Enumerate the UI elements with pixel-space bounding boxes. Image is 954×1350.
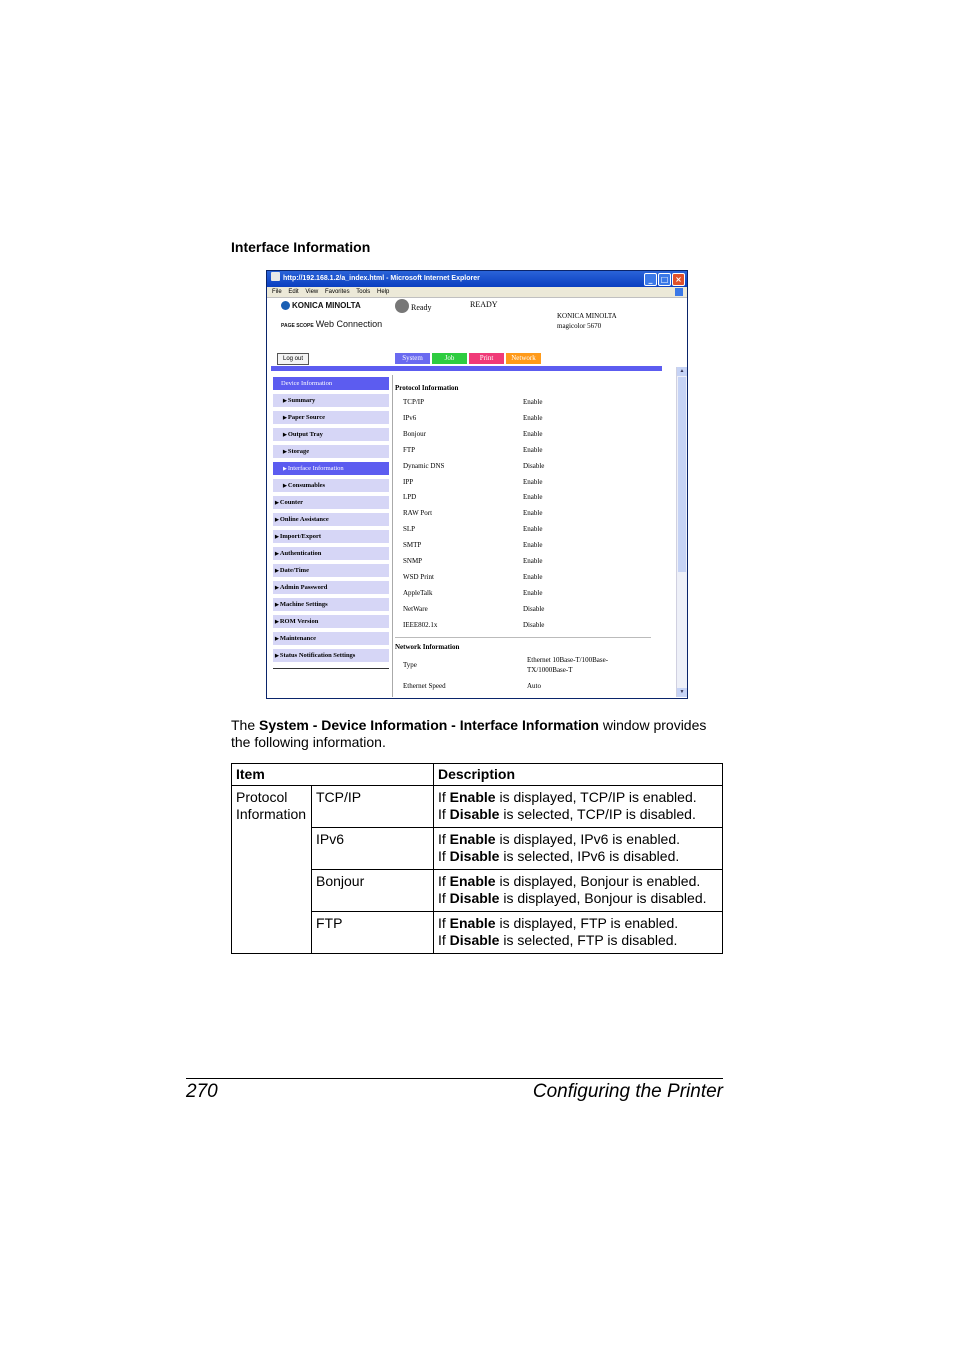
sidebar-item-counter[interactable]: ▶Counter [273, 496, 389, 509]
sidebar-item-machine-settings[interactable]: ▶Machine Settings [273, 598, 389, 611]
protocol-value: Enable [523, 525, 543, 534]
sidebar-item-maintenance[interactable]: ▶Maintenance [273, 632, 389, 645]
protocol-value: Enable [523, 398, 543, 406]
protocol-name: SNMP [403, 557, 423, 565]
protocol-name: TCP/IP [403, 398, 425, 406]
arrow-right-icon: ▶ [275, 637, 279, 642]
sidebar-item-import-export[interactable]: ▶Import/Export [273, 530, 389, 543]
protocol-value: Enable [523, 509, 543, 518]
konica-minolta-logo: KONICA MINOLTA [281, 301, 361, 310]
arrow-right-icon: ▶ [275, 518, 279, 523]
arrow-right-icon: ▶ [275, 586, 279, 591]
windows-flag-icon [675, 288, 683, 296]
sidebar-item-consumables[interactable]: ▶Consumables [273, 479, 389, 492]
network-type-value-line2: TX/1000Base-T [527, 666, 573, 674]
footer-rule [186, 1078, 723, 1079]
sidebar-item-storage[interactable]: ▶Storage [273, 445, 389, 458]
menu-tools[interactable]: Tools [356, 289, 371, 295]
model-name: magicolor 5670 [557, 322, 602, 330]
protocol-value: Enable [523, 413, 543, 422]
description-cell: If Enable is displayed, IPv6 is enabled. If Disable is selected, IPv6 is disabled. [434, 828, 723, 870]
protocol-name: NetWare [403, 604, 428, 613]
header-description: Description [434, 764, 723, 786]
protocol-name: IEEE802.1x [403, 620, 438, 629]
description-cell: If Enable is displayed, TCP/IP is enabled. If Disable is selected, TCP/IP is disabled. [434, 786, 723, 828]
ethernet-speed-label: Ethernet Speed [403, 682, 446, 690]
browser-window-screenshot [266, 270, 688, 699]
header-item: Item [232, 764, 434, 786]
page-number: 270 [186, 1081, 218, 1102]
item-cell: IPv6 [312, 828, 434, 870]
protocol-value: Enable [523, 557, 543, 565]
protocol-value: Enable [523, 588, 543, 597]
protocol-name: FTP [403, 445, 416, 454]
protocol-value: Enable [523, 477, 543, 486]
menu-file[interactable]: File [272, 289, 282, 295]
sidebar-item-status-notification-settings[interactable]: ▶Status Notification Settings [273, 649, 389, 662]
main-tabs [395, 353, 541, 364]
protocol-value: Enable [523, 493, 543, 502]
scroll-thumb[interactable] [678, 377, 686, 572]
section-separator [395, 637, 651, 638]
group-cell: Protocol Information [232, 786, 312, 954]
arrow-right-icon: ▶ [275, 654, 279, 659]
description-cell: If Enable is displayed, Bonjour is enabled. If Disable is displayed, Bonjour is disabled. [434, 870, 723, 912]
protocol-name: LPD [403, 493, 417, 502]
tab-system[interactable]: System [395, 353, 430, 364]
web-connection-logo: PAGE SCOPE Web Connection [281, 319, 383, 329]
item-cell: Bonjour [312, 870, 434, 912]
protocol-name: Dynamic DNS [403, 461, 445, 470]
sidebar-item-summary[interactable]: ▶Summary [273, 394, 389, 407]
description-cell: If Enable is displayed, FTP is enabled. If Disable is selected, FTP is disabled. [434, 912, 723, 954]
protocol-value: Disable [523, 620, 545, 629]
sidebar-bottom-line [273, 668, 389, 669]
chapter-title: Configuring the Printer [532, 1081, 723, 1102]
arrow-right-icon: ▶ [283, 467, 287, 472]
printer-status-icon [395, 299, 409, 313]
arrow-right-icon: ▶ [275, 569, 279, 574]
protocol-value: Disable [523, 604, 545, 613]
protocol-information-heading: Protocol Information [395, 384, 459, 392]
sidebar-item-device-information[interactable]: Device Information [273, 377, 389, 390]
browser-title-bar [267, 271, 687, 287]
arrow-right-icon: ▶ [283, 399, 287, 404]
network-type-value-line1: Ethernet 10Base-T/100Base- [527, 656, 609, 664]
tab-job[interactable]: Job [432, 353, 467, 364]
menu-favorites[interactable]: Favorites [324, 289, 350, 295]
arrow-right-icon: ▶ [275, 552, 279, 557]
intro-paragraph: The System - Device Information - Interface Information window provides the following information. [231, 717, 707, 750]
arrow-right-icon: ▶ [275, 501, 279, 506]
table-row [232, 786, 723, 828]
protocol-value: Enable [523, 541, 543, 550]
status-text: READY [470, 300, 498, 309]
scroll-up-icon[interactable]: ▲ [677, 367, 687, 376]
vertical-scrollbar[interactable] [676, 367, 687, 697]
network-information-heading: Network Information [395, 643, 460, 651]
sidebar-item-online-assistance[interactable]: ▶Online Assistance [273, 513, 389, 526]
sidebar-item-paper-source[interactable]: ▶Paper Source [273, 411, 389, 424]
sidebar-item-date-time[interactable]: ▶Date/Time [273, 564, 389, 577]
arrow-right-icon: ▶ [283, 450, 287, 455]
arrow-right-icon: ▶ [275, 603, 279, 608]
table-header-row [232, 764, 723, 786]
sidebar-item-output-tray[interactable]: ▶Output Tray [273, 428, 389, 441]
protocol-name: WSD Print [403, 572, 434, 581]
sidebar-item-authentication[interactable]: ▶Authentication [273, 547, 389, 560]
konica-globe-icon [281, 301, 290, 310]
scroll-down-icon[interactable]: ▼ [677, 688, 687, 697]
menu-help[interactable]: Help [376, 289, 390, 295]
arrow-right-icon: ▶ [275, 535, 279, 540]
protocol-value: Enable [523, 572, 543, 581]
arrow-right-icon: ▶ [283, 433, 287, 438]
maximize-icon[interactable]: □ [658, 273, 671, 286]
arrow-right-icon: ▶ [283, 416, 287, 421]
header-divider-bar [271, 366, 662, 371]
protocol-name: IPv6 [403, 413, 417, 422]
protocol-name: Bonjour [403, 429, 426, 438]
arrow-right-icon: ▶ [275, 620, 279, 625]
sidebar-nav [273, 377, 389, 666]
ie-icon [271, 272, 280, 281]
protocol-name: AppleTalk [403, 588, 433, 597]
information-table [231, 763, 723, 954]
sidebar-item-interface-information[interactable]: ▶Interface Information [273, 462, 389, 475]
logout-button[interactable]: Log out [277, 353, 309, 365]
protocol-value: Disable [523, 461, 545, 470]
protocol-name: SMTP [403, 541, 422, 550]
ethernet-speed-value: Auto [527, 682, 541, 690]
minimize-icon[interactable]: _ [644, 273, 657, 286]
sidebar-item-rom-version[interactable]: ▶ROM Version [273, 615, 389, 628]
protocol-name: RAW Port [403, 509, 433, 518]
arrow-right-icon: ▶ [283, 484, 287, 489]
menu-view[interactable]: View [305, 289, 319, 295]
item-cell: FTP [312, 912, 434, 954]
protocol-value: Enable [523, 429, 543, 438]
section-heading: Interface Information [231, 239, 371, 255]
browser-title: http://192.168.1.2/a_index.html - Microsoft Internet Explorer [283, 275, 480, 282]
tab-print[interactable]: Print [469, 353, 504, 364]
protocol-name: IPP [403, 477, 414, 486]
status-ready-label: Ready [411, 303, 432, 312]
content-divider [392, 375, 393, 697]
item-cell: TCP/IP [312, 786, 434, 828]
close-icon[interactable]: × [672, 273, 685, 286]
browser-menu-bar [267, 287, 687, 298]
sidebar-item-admin-password[interactable]: ▶Admin Password [273, 581, 389, 594]
menu-edit[interactable]: Edit [288, 289, 299, 295]
protocol-value: Enable [523, 445, 543, 454]
protocol-name: SLP [403, 525, 416, 534]
tab-network[interactable]: Network [506, 353, 541, 364]
network-type-label: Type [403, 661, 417, 669]
model-maker: KONICA MINOLTA [557, 312, 617, 320]
